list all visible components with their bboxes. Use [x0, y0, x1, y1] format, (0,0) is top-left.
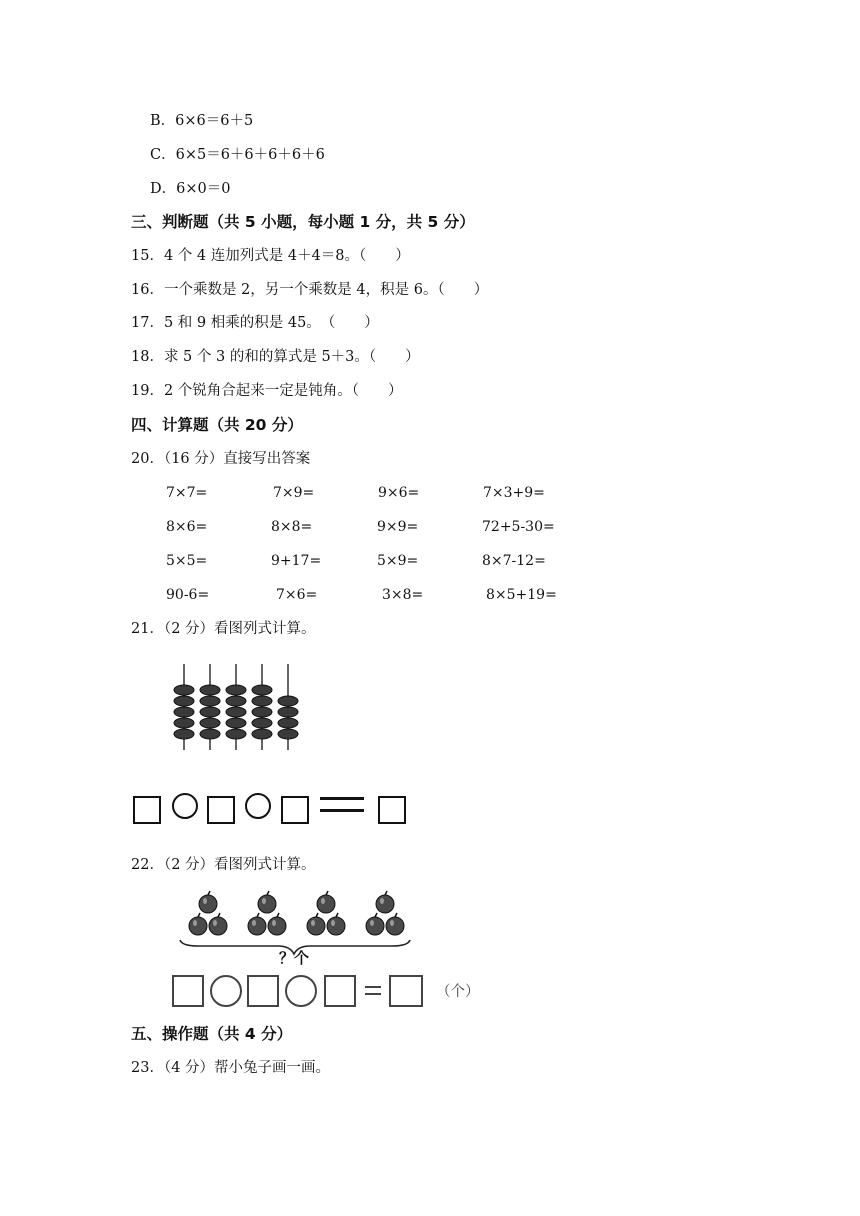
abacus-bead: [226, 729, 246, 739]
calc-r0-c1: 7×9=: [273, 485, 315, 501]
question-15: 15．4 个 4 连加列式是 4＋4＝8。（ ）: [131, 248, 410, 264]
abacus-bead: [252, 685, 272, 695]
apple: [189, 913, 207, 935]
abacus-bead: [278, 696, 298, 706]
question-20: 20．（16 分）直接写出答案: [131, 451, 311, 467]
apple: [258, 891, 276, 913]
q22-circle-1[interactable]: [210, 975, 242, 1007]
q22-box-2[interactable]: [247, 975, 279, 1007]
abacus-bead: [200, 718, 220, 728]
abacus-bead: [174, 685, 194, 695]
abacus-bead: [252, 718, 272, 728]
abacus-bead: [252, 729, 272, 739]
question-17: 17．5 和 9 相乘的积是 45。 （ ）: [131, 315, 379, 331]
q22-box-1[interactable]: [172, 975, 204, 1007]
abacus-bead: [174, 718, 194, 728]
apple: [317, 891, 335, 913]
abacus-figure: [168, 660, 308, 752]
apple: [386, 913, 404, 935]
calc-r3-c2: 3×8=: [382, 587, 424, 603]
abacus-bead: [200, 707, 220, 717]
section-4-title: 四、计算题（共 20 分）: [131, 416, 303, 434]
calc-r1-c0: 8×6=: [166, 519, 208, 535]
apple: [199, 891, 217, 913]
answer-box-1[interactable]: [133, 796, 161, 824]
apple: [209, 913, 227, 935]
question-21: 21．（2 分）看图列式计算。: [131, 621, 316, 637]
abacus-bead: [226, 718, 246, 728]
abacus-bead: [226, 685, 246, 695]
operator-circle-2[interactable]: [245, 793, 271, 819]
abacus-bead: [200, 685, 220, 695]
question-18: 18．求 5 个 3 的和的算式是 5＋3。（ ）: [131, 349, 420, 365]
answer-box-3[interactable]: [281, 796, 309, 824]
question-22: 22．（2 分）看图列式计算。: [131, 857, 316, 873]
calc-r2-c0: 5×5=: [166, 553, 208, 569]
option-b: B．6×6＝6＋5: [150, 113, 254, 129]
q22-box-result[interactable]: [389, 975, 423, 1007]
calc-r1-c2: 9×9=: [377, 519, 419, 535]
section-3-title: 三、判断题（共 5 小题，每小题 1 分，共 5 分）: [131, 213, 475, 231]
option-d: D．6×0＝0: [150, 181, 231, 197]
question-23: 23．（4 分）帮小兔子画一画。: [131, 1060, 331, 1076]
abacus-bead: [226, 707, 246, 717]
apple: [376, 891, 394, 913]
calc-r2-c1: 9+17=: [271, 553, 322, 569]
abacus-bead: [200, 696, 220, 706]
section-5-title: 五、操作题（共 4 分）: [131, 1025, 293, 1043]
q22-box-3[interactable]: [324, 975, 356, 1007]
abacus-bead: [174, 696, 194, 706]
abacus-bead: [252, 696, 272, 706]
q22-circle-2[interactable]: [285, 975, 317, 1007]
abacus-bead: [278, 729, 298, 739]
apple-question-label: ？个: [279, 949, 310, 967]
abacus-bead: [278, 718, 298, 728]
apple: [248, 913, 266, 935]
abacus-bead: [278, 707, 298, 717]
calc-r3-c1: 7×6=: [276, 587, 318, 603]
question-19: 19．2 个锐角合起来一定是钝角。（ ）: [131, 383, 403, 399]
calc-r0-c0: 7×7=: [166, 485, 208, 501]
q22-equals-sign: [365, 986, 381, 996]
apple: [327, 913, 345, 935]
question-16: 16．一个乘数是 2，另一个乘数是 4，积是 6。（ ）: [131, 282, 489, 298]
calc-r3-c0: 90-6=: [166, 587, 210, 603]
calc-r0-c3: 7×3+9=: [483, 485, 545, 501]
apple: [366, 913, 384, 935]
equals-sign: [320, 795, 364, 815]
abacus-bead: [226, 696, 246, 706]
answer-box-2[interactable]: [207, 796, 235, 824]
option-c: C．6×5＝6＋6＋6＋6＋6: [150, 147, 325, 163]
answer-box-result[interactable]: [378, 796, 406, 824]
calc-r3-c3: 8×5+19=: [486, 587, 557, 603]
abacus-bead: [200, 729, 220, 739]
apple: [307, 913, 325, 935]
operator-circle-1[interactable]: [172, 793, 198, 819]
abacus-bead: [174, 707, 194, 717]
calc-r0-c2: 9×6=: [378, 485, 420, 501]
abacus-bead: [174, 729, 194, 739]
calc-r2-c2: 5×9=: [377, 553, 419, 569]
calc-r2-c3: 8×7-12=: [482, 553, 546, 569]
apple: [268, 913, 286, 935]
calc-r1-c3: 72+5-30=: [482, 519, 555, 535]
abacus-bead: [252, 707, 272, 717]
calc-r1-c1: 8×8=: [271, 519, 313, 535]
q22-unit-label: （个）: [436, 984, 480, 1000]
